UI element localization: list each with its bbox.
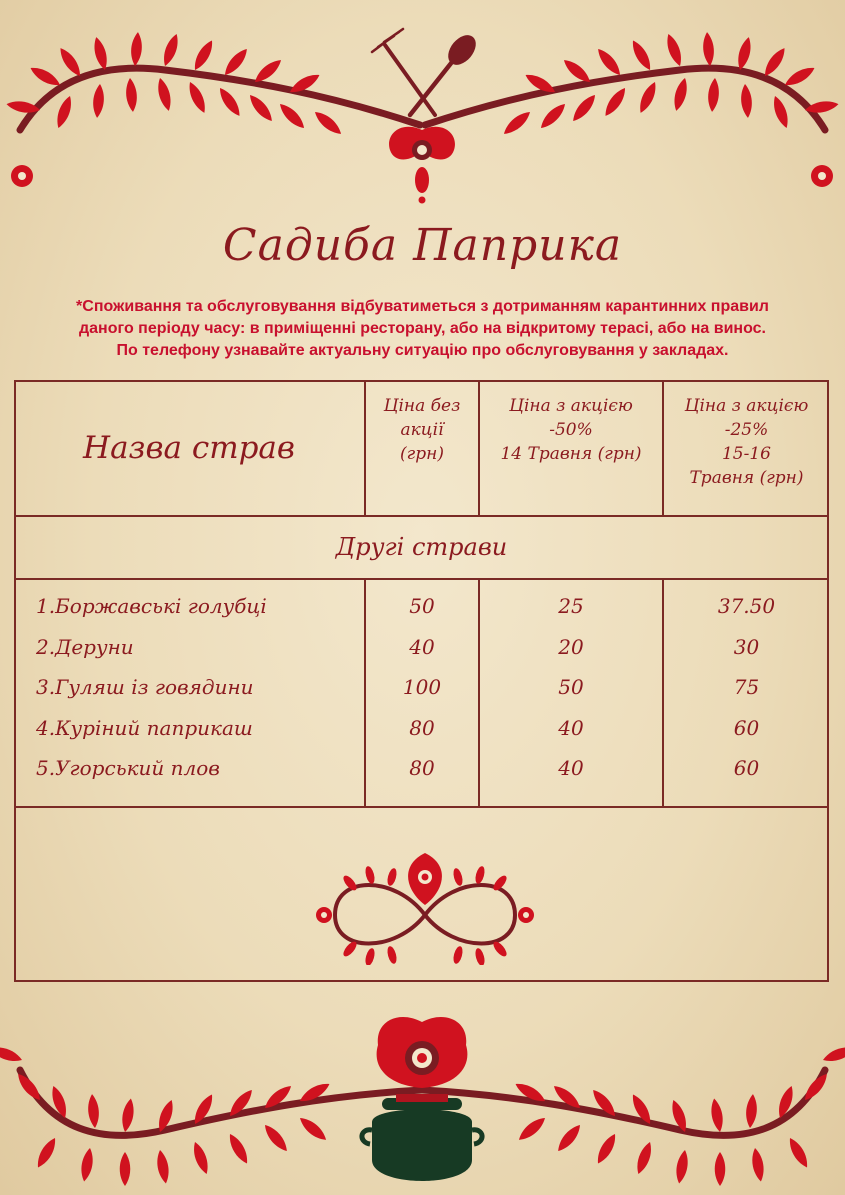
notice-line: *Споживання та обслуговування відбуватиметься з дотриманням карантинних правил [76, 298, 769, 315]
price-50: 40 [558, 756, 584, 780]
price-regular: 100 [402, 675, 442, 699]
table-row [14, 667, 829, 707]
table-row [14, 627, 829, 667]
table-divider [14, 806, 829, 808]
header-line: -25% [724, 420, 769, 440]
dish-name: 3.Гуляш із говядини [36, 675, 254, 699]
dish-name: 2.Деруни [36, 634, 134, 659]
price-regular: 80 [409, 756, 435, 780]
page-title: Садиба Паприка [222, 220, 623, 271]
fork-icon [372, 29, 435, 115]
price-25: 37.50 [717, 594, 776, 618]
table-divider [14, 578, 829, 580]
section-title: Другі страви [335, 533, 508, 561]
price-50: 25 [558, 594, 584, 618]
header-line: 14 Травня (грн) [500, 444, 642, 464]
table-row [14, 708, 829, 748]
price-50: 20 [558, 634, 584, 659]
header-line: (грн) [400, 444, 444, 464]
price-50: 50 [558, 675, 584, 699]
infinity-ornament [310, 845, 540, 965]
notice-line: даного періоду часу: в приміщенні ресторану, або на відкритому терасі, або на винос. [79, 320, 766, 337]
header-price-50 [480, 394, 662, 466]
header-line: -50% [549, 420, 593, 440]
spoon-icon [410, 30, 481, 115]
header-line: Ціна з акцією [509, 396, 633, 416]
price-25: 30 [733, 634, 760, 659]
header-line: Ціна з акцією [684, 396, 809, 416]
dish-name: 1.Боржавські голубці [36, 594, 267, 618]
price-regular: 40 [409, 634, 435, 659]
header-line: Травня (грн) [689, 468, 804, 488]
price-25: 60 [733, 715, 760, 740]
folk-flower-icon [377, 1017, 468, 1088]
header-line: акції [400, 420, 444, 440]
pot-icon [362, 1094, 482, 1181]
bottom-folk-ornament [0, 1010, 845, 1195]
price-50: 40 [558, 715, 584, 740]
price-25: 60 [733, 756, 760, 780]
header-price-25 [664, 394, 829, 490]
header-dish-name: Назва страв [83, 430, 295, 466]
quarantine-notice [10, 296, 835, 362]
header-line: Ціна без [383, 396, 461, 416]
table-row [14, 586, 829, 626]
dish-name: 5.Угорський плов [36, 756, 220, 780]
top-folk-ornament [0, 0, 845, 205]
table-row [14, 748, 829, 788]
header-line: 15-16 [721, 444, 771, 464]
price-25: 75 [733, 675, 760, 699]
dish-name: 4.Куріний паприкаш [36, 715, 253, 740]
header-price-regular [366, 394, 478, 466]
notice-line: По телефону узнавайте актуальну ситуацію про обслуговування у закладах. [116, 342, 729, 359]
price-regular: 50 [409, 594, 435, 618]
folk-flower-icon [389, 127, 455, 204]
price-regular: 80 [409, 715, 435, 740]
